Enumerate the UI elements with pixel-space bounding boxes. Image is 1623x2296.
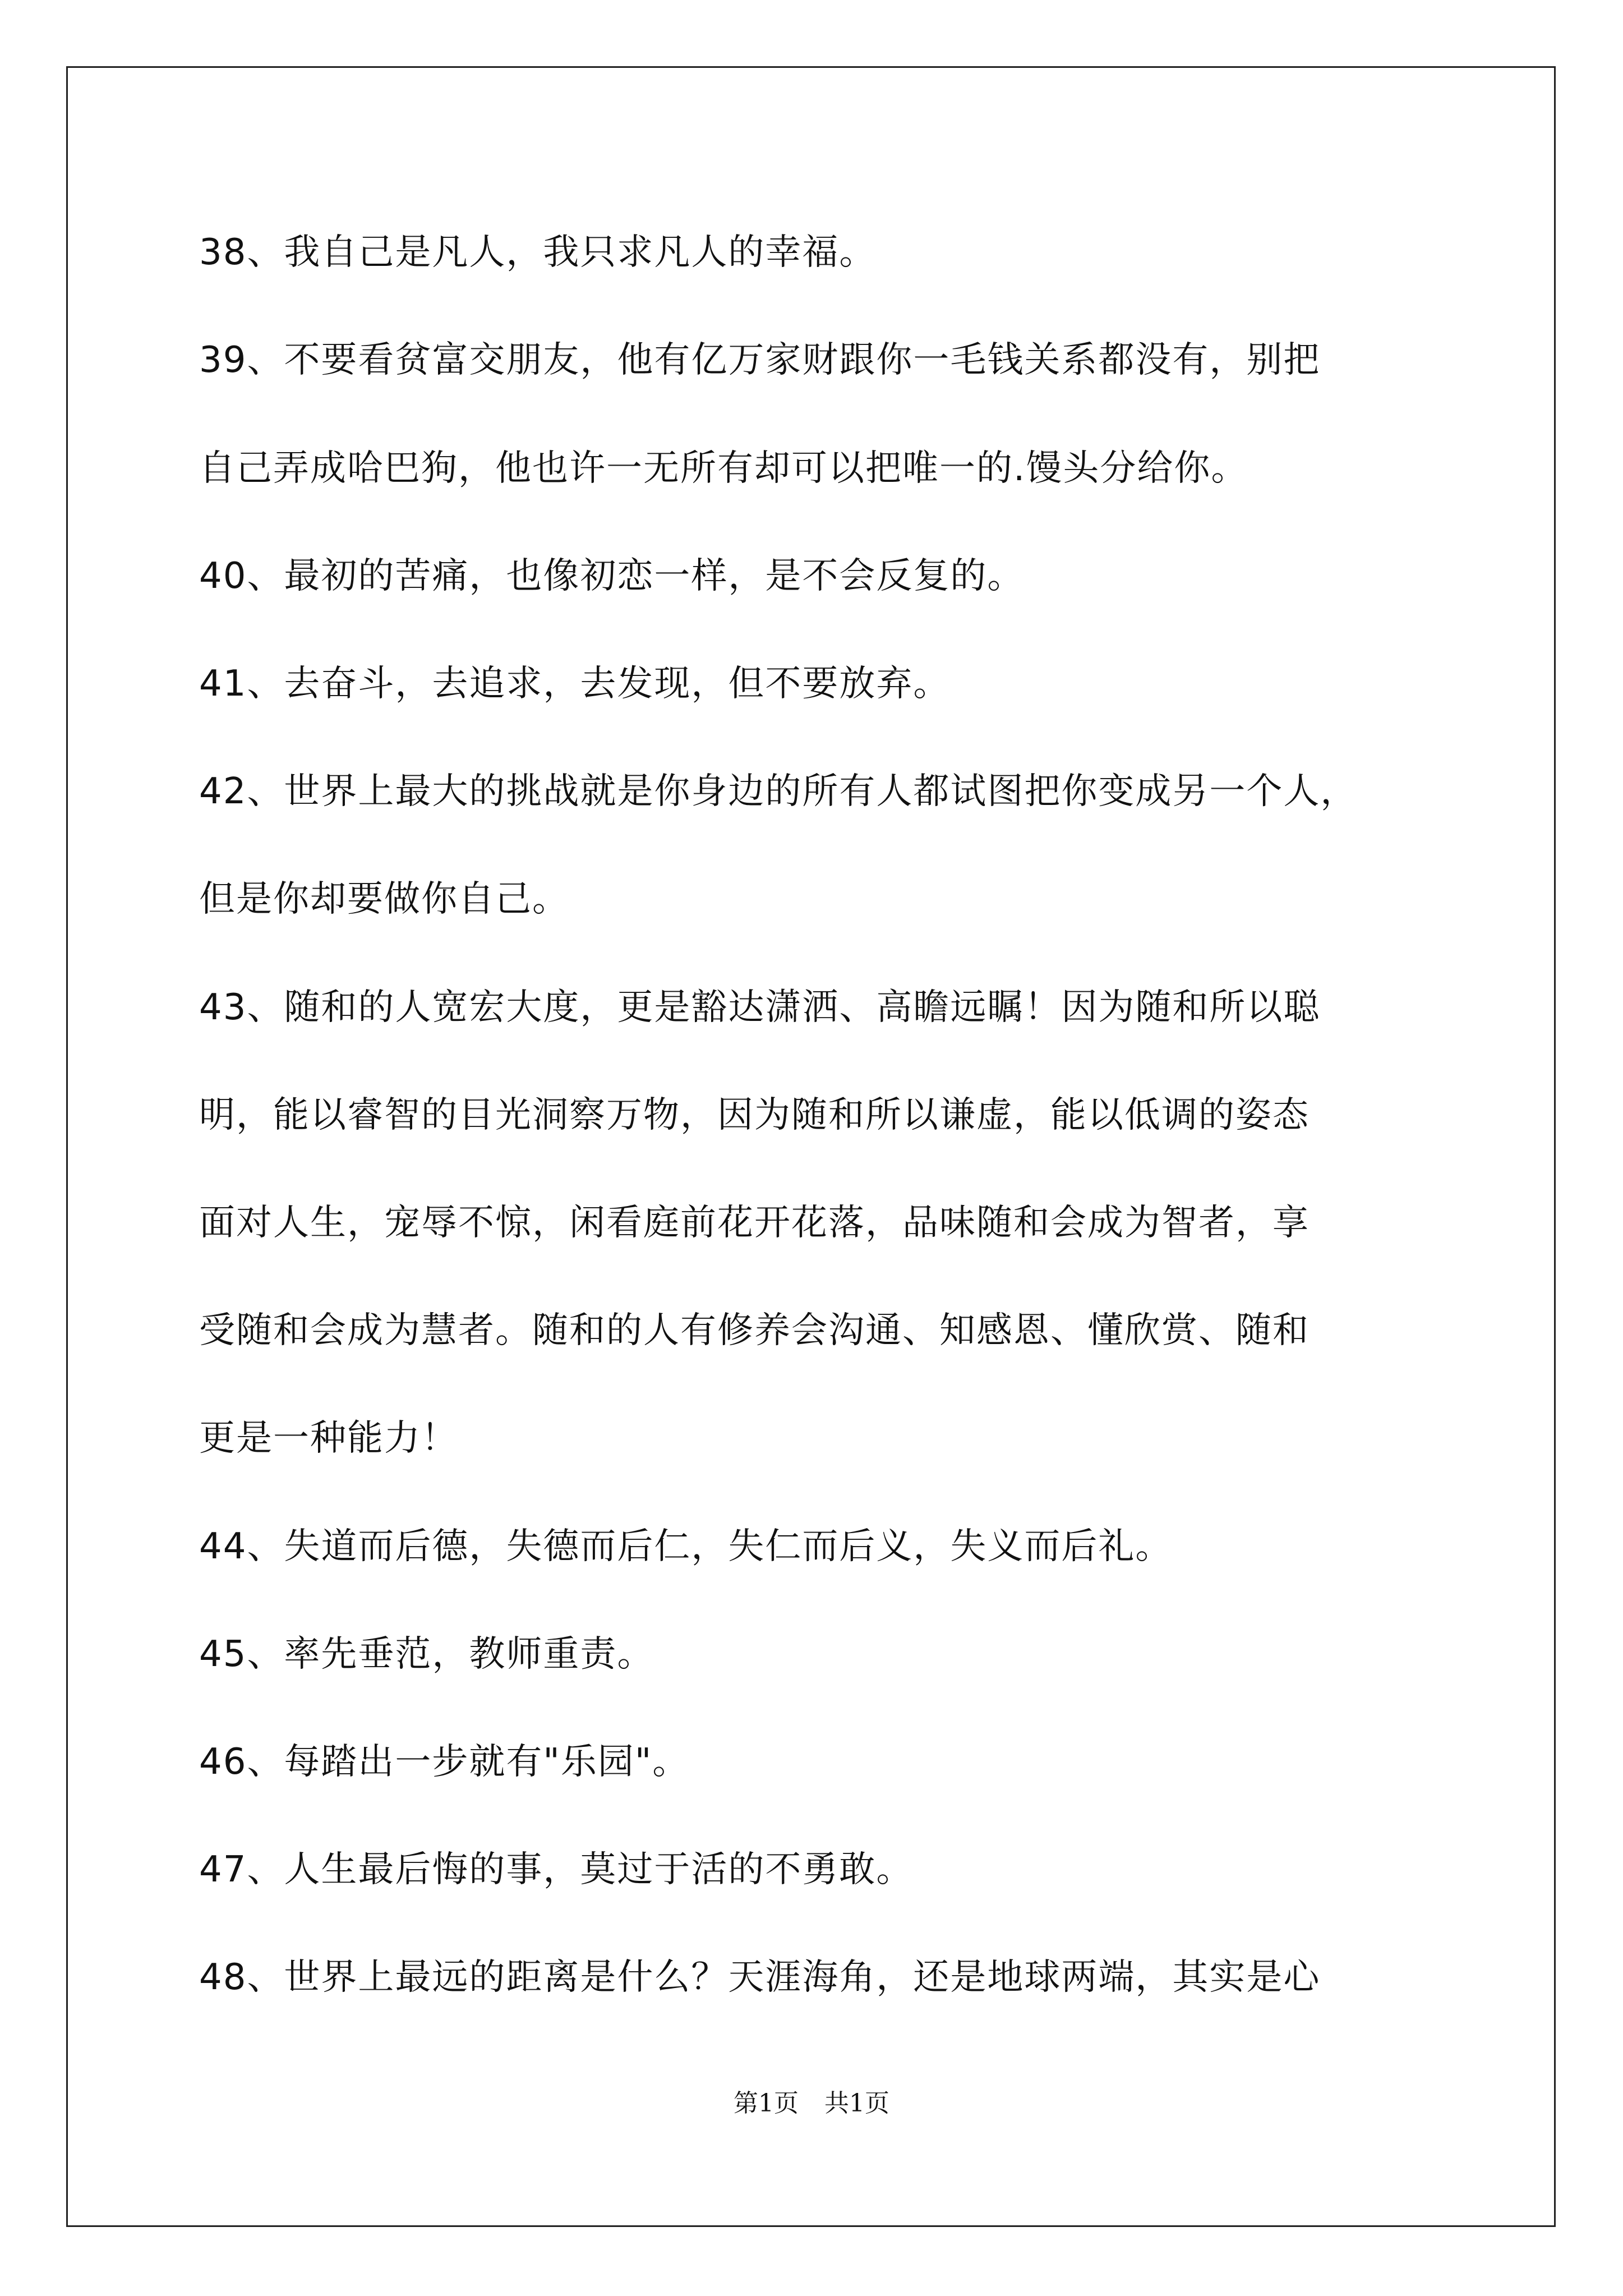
page-number-current: 第1页 xyxy=(734,2089,799,2118)
text-line: 46、每踏出一步就有"乐园"。 xyxy=(199,1741,690,1783)
text-line: 面对人生，宠辱不惊，闲看庭前花开花落，品味随和会成为智者，享 xyxy=(199,1202,1310,1244)
text-line: 42、世界上最大的挑战就是你身边的所有人都试图把你变成另一个人， xyxy=(199,771,1358,812)
text-line: 43、随和的人宽宏大度，更是豁达潇洒、高瞻远瞩！因为随和所以聪 xyxy=(199,987,1321,1028)
text-line: 40、最初的苦痛，也像初恋一样，是不会反复的。 xyxy=(199,555,1025,597)
text-line: 47、人生最后悔的事，莫过于活的不勇敢。 xyxy=(199,1849,914,1890)
text-line: 45、率先垂范，教师重责。 xyxy=(199,1634,654,1675)
text-line: 受随和会成为慧者。随和的人有修养会沟通、知感恩、懂欣赏、随和 xyxy=(199,1310,1310,1351)
text-line: 明，能以睿智的目光洞察万物，因为随和所以谦虚，能以低调的姿态 xyxy=(199,1094,1310,1136)
page-footer xyxy=(0,2088,1623,2119)
text-line: 39、不要看贫富交朋友，他有亿万家财跟你一毛钱关系都没有，别把 xyxy=(199,339,1321,381)
text-line: 更是一种能力！ xyxy=(199,1418,458,1459)
text-line: 但是你却要做你自己。 xyxy=(199,878,569,920)
text-line: 38、我自己是凡人，我只求凡人的幸福。 xyxy=(199,232,877,273)
text-line: 48、世界上最远的距离是什么？天涯海角，还是地球两端，其实是心 xyxy=(199,1957,1321,1998)
page-border xyxy=(66,66,1556,2227)
text-line: 41、去奋斗，去追求，去发现，但不要放弃。 xyxy=(199,663,951,705)
page-number-total: 共1页 xyxy=(824,2089,889,2118)
text-line: 自己弄成哈巴狗，他也许一无所有却可以把唯一的.馒头分给你。 xyxy=(199,448,1248,489)
text-line: 44、失道而后德，失德而后仁，失仁而后义，失义而后礼。 xyxy=(199,1526,1173,1567)
